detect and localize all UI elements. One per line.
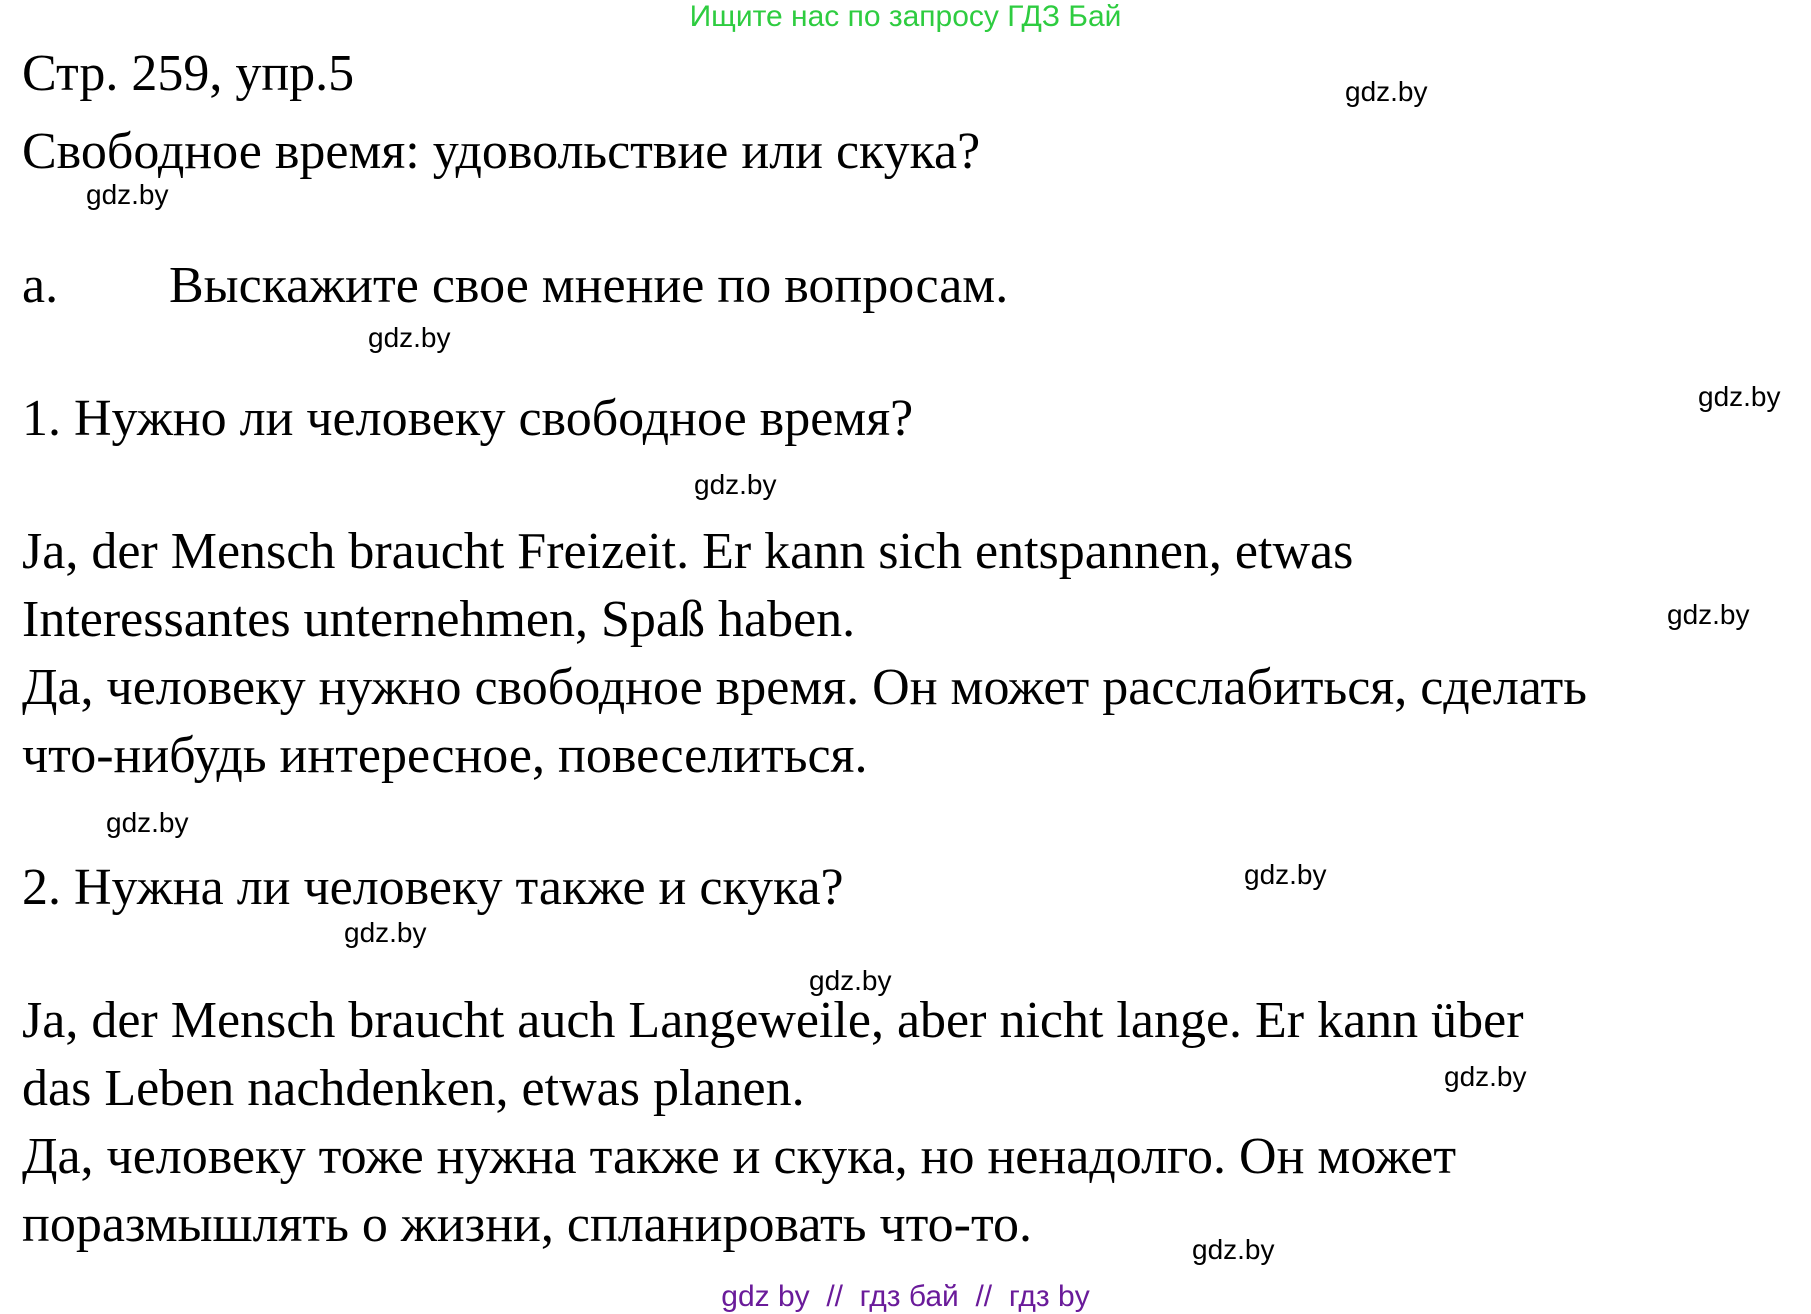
watermark: gdz.by [1667, 599, 1750, 630]
watermark: gdz.by [1192, 1234, 1275, 1265]
watermark: gdz.by [1244, 859, 1327, 890]
answer-1-de-line-2: Interessantes unternehmen, Spaß haben. [22, 591, 856, 648]
question-1: 1. Нужно ли человеку свободное время? [22, 390, 914, 447]
search-hint-banner: Ищите нас по запросу ГДЗ Бай [689, 0, 1122, 33]
answer-1-de-line-1: Ja, der Mensch braucht Freizeit. Er kann sich entspannen, etwas [22, 523, 1354, 580]
watermark: gdz.by [86, 179, 169, 210]
answer-2-ru-line-2: поразмышлять о жизни, спланировать что-то. [22, 1196, 1033, 1253]
watermark: gdz.by [106, 807, 189, 838]
watermark: gdz.by [1698, 381, 1781, 412]
watermark: gdz.by [344, 917, 427, 948]
watermark: gdz.by [1345, 76, 1428, 107]
answer-2-de-line-2: das Leben nachdenken, etwas planen. [22, 1060, 805, 1117]
watermark: gdz.by [1444, 1061, 1527, 1092]
exercise-title: Свободное время: удовольствие или скука? [22, 123, 981, 180]
watermark: gdz.by [694, 469, 777, 500]
task-marker: a. [22, 257, 59, 314]
answer-1-ru-line-2: что-нибудь интересное, повеселиться. [22, 727, 868, 784]
answer-1-ru-line-1: Да, человеку нужно свободное время. Он может расслабиться, сделать [22, 659, 1587, 716]
page-reference: Стр. 259, упр.5 [22, 45, 355, 102]
watermark: gdz.by [809, 965, 892, 996]
question-2: 2. Нужна ли человеку также и скука? [22, 859, 844, 916]
footer-links: gdz by // гдз бай // гдз by [721, 1280, 1090, 1313]
watermark: gdz.by [368, 322, 451, 353]
answer-2-de-line-1: Ja, der Mensch braucht auch Langeweile, aber nicht lange. Er kann über [22, 992, 1524, 1049]
task-instruction: Выскажите свое мнение по вопросам. [169, 257, 1009, 314]
answer-2-ru-line-1: Да, человеку тоже нужна также и скука, но ненадолго. Он может [22, 1128, 1457, 1185]
